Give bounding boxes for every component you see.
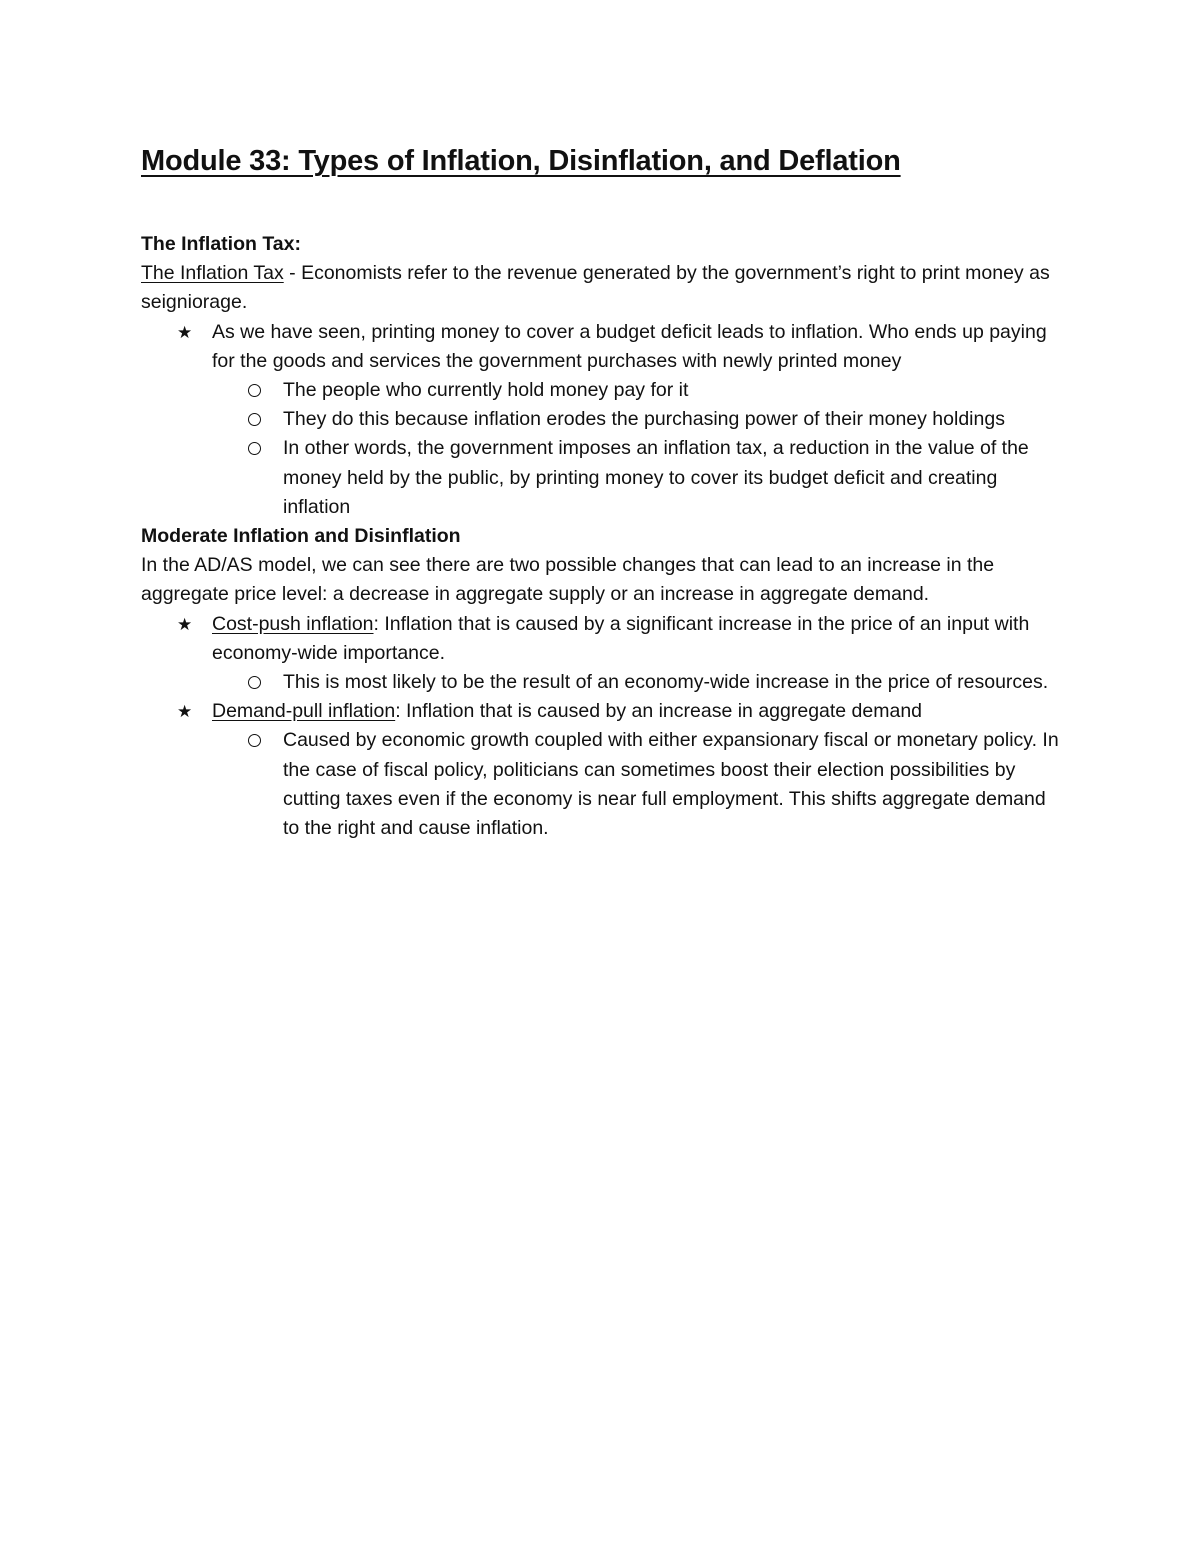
sub-bullet-text: Caused by economic growth coupled with either expansionary fiscal or monetary policy. In the case of fiscal policy, politicians can sometimes boost their election possibilities by cutting taxes even if the economy is near full employment. This shifts aggregate demand to the right and cause inflation.: [283, 729, 1059, 840]
list-item: [283, 726, 1061, 843]
hollow-circle-icon: [248, 413, 261, 426]
intro-text: - Economists refer to the revenue generated by the government’s right to print money as seigniorage.: [141, 262, 1050, 314]
hollow-circle-icon: [248, 676, 261, 689]
bullet-list: [141, 318, 1061, 522]
list-item: [177, 697, 1061, 843]
sub-bullet-text: They do this because inflation erodes the purchasing power of their money holdings: [283, 408, 1005, 431]
bullet-list: [141, 610, 1061, 844]
list-item: [283, 376, 1061, 405]
list-item: [177, 610, 1061, 698]
term-demand-pull: Demand-pull inflation: [212, 700, 396, 723]
list-item: [283, 668, 1061, 697]
document-body: [141, 230, 1061, 843]
bullet-text: : Inflation that is caused by a significant increase in the price of an input with economy-wide importance.: [212, 612, 1030, 664]
bullet-text: : Inflation that is caused by an increase in aggregate demand: [395, 700, 923, 723]
star-icon: ★: [177, 702, 193, 722]
sub-bullet-text: This is most likely to be the result of an economy-wide increase in the price of resources.: [283, 671, 1049, 694]
hollow-circle-icon: [248, 734, 261, 747]
hollow-circle-icon: [248, 384, 261, 397]
section-inflation-tax: [141, 230, 1061, 522]
star-icon: ★: [177, 614, 193, 634]
sub-bullet-list: [212, 668, 1061, 697]
sub-bullet-text: The people who currently hold money pay for it: [283, 379, 689, 402]
section-moderate-inflation: [141, 522, 1061, 843]
star-icon: ★: [177, 322, 193, 342]
list-item: [283, 434, 1061, 522]
section-intro: [141, 259, 1061, 317]
term-inflation-tax: The Inflation Tax: [141, 262, 284, 285]
hollow-circle-icon: [248, 442, 261, 455]
section-intro: In the AD/AS model, we can see there are two possible changes that can lead to an increase in the aggregate price level: a decrease in aggregate supply or an increase in aggregate demand.: [141, 554, 995, 606]
sub-bullet-list: [212, 376, 1061, 522]
term-cost-push: Cost-push inflation: [212, 612, 374, 635]
sub-bullet-list: [212, 726, 1061, 843]
sub-bullet-text: In other words, the government imposes an inflation tax, a reduction in the value of the money held by the public, by printing money to cover its budget deficit and creating inflation: [283, 437, 1029, 518]
bullet-text: As we have seen, printing money to cover a budget deficit leads to inflation. Who ends up paying for the goods and services the government purchases with newly printed money: [212, 320, 1047, 372]
list-item: [283, 405, 1061, 434]
section-heading: The Inflation Tax:: [141, 233, 301, 255]
section-heading: Moderate Inflation and Disinflation: [141, 525, 461, 548]
page-title: Module 33: Types of Inflation, Disinflation, and Deflation: [141, 145, 901, 177]
list-item: [177, 318, 1061, 522]
